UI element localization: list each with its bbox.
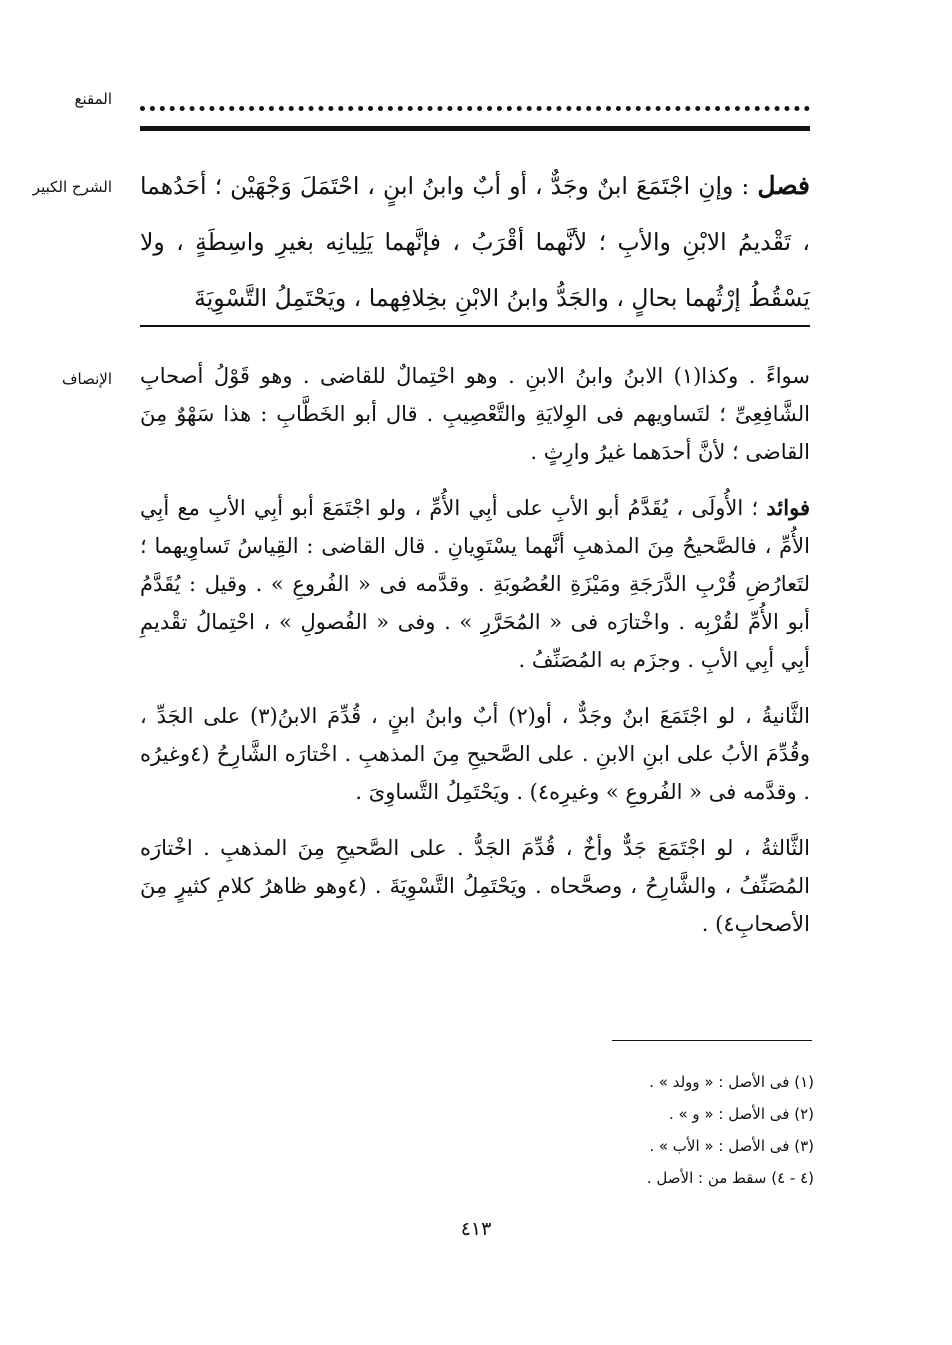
fawaid-keyword: فوائد: [766, 495, 810, 520]
margin-label-insaf: الإنصاف: [61, 370, 112, 388]
insaf-paragraph-2: [140, 489, 810, 679]
page-number: ٤١٣: [460, 1218, 492, 1240]
sharh-body: : وإنِ اجْتَمَعَ ابنٌ وجَدٌّ ، أو أبٌ وابنُ ابنٍ ، احْتَمَلَ وَجْهَيْن ؛ أحَدُهما ، تَقْديمُ الابْنِ والأبِ ؛ لأنَّهما أقْرَبُ ، فإنَّهما يَلِيانِه بغيرِ واسِطَةٍ ، ولا يَسْقُطُ إرْثُهما بحالٍ ، والجَدُّ وابنُ الابْنِ بخِلافِهما ، ويَحْتَمِلُ التَّسْوِيَةَ: [140, 172, 810, 312]
insaf-paragraph-3: الثَّانيةُ ، لو اجْتَمَعَ ابنٌ وجَدٌّ ، أو(٢) أبٌ وابنُ ابنٍ ، قُدِّمَ الابنُ(٣) على الجَدِّ ، وقُدِّمَ الأبُ على ابنِ الابنِ . على الصَّحيحِ مِنَ المذهبِ . اخْتارَه الشَّارِحُ (٤وغيرُه . وقدَّمه فى « الفُروعِ » وغيرِه٤) . ويَحْتَمِلُ التَّساوِىَ .: [140, 704, 810, 804]
insaf-paragraph-4: الثَّالثةُ ، لو اجْتَمَعَ جَدٌّ وأخٌ ، قُدِّمَ الجَدُّ . على الصَّحيحِ مِنَ المذهبِ . اخْتارَه المُصَنِّفُ ، والشَّارِحُ ، وصحَّحاه . ويَحْتَمِلُ التَّسْوِيَةَ . (٤وهو ظاهرُ كلامِ كثيرٍ مِنَ الأصحابِ٤) .: [140, 836, 811, 936]
book-title: المقنع: [74, 90, 112, 108]
footnote-rule: [612, 1040, 812, 1041]
margin-label-sharh: الشرح الكبير: [32, 178, 112, 196]
header-dotted-rule: [140, 92, 810, 111]
footnote-1: (١) فى الأصل : « وولد » .: [649, 1073, 814, 1091]
sharh-text-block: [140, 158, 810, 326]
section-divider: [140, 325, 810, 327]
insaf-paragraph-1: سواءً . وكذا(١) الابنُ وابنُ الابنِ . وهو احْتِمالٌ للقاضى . وهو قَوْلُ أصحابِ الشَّافِعِىِّ ؛ لتَساويهم فى الوِلايَةِ والتَّعْصِيبِ . قال أبو الخَطَّابِ : هذا سَهْوٌ مِنَ القاضى ؛ لأنَّ أحدَهما غيرُ وارِثٍ .: [140, 364, 810, 464]
insaf-paragraph-2-body: ؛ الأُولَى ، يُقَدَّمُ أبو الأبِ على أبِي الأُمِّ ، ولو اجْتَمَعَ أبو أبِي الأبِ مع أبِي الأُمِّ ، فالصَّحيحُ مِنَ المذهبِ أنَّهما يسْتَوِيانِ . قال القاضى : القِياسُ تَساوِيهما ؛ لتَعارُضِ قُرْبِ الدَّرَجَةِ ومَيْزَةِ العُصُوبَةِ . وقدَّمه فى « الفُروعِ » . وقيل : يُقَدَّمُ أبو الأُمِّ لقُرْبِه . واخْتارَه فى « المُحَرَّرِ » . وفى « الفُصولِ » ، احْتِمالُ تقْديمِ أبِي أبِي الأبِ . وجزَم به المُصَنِّفُ .: [140, 496, 810, 672]
footnotes: [560, 1066, 814, 1194]
footnote-3: (٣) فى الأصل : « الأب » .: [649, 1137, 814, 1155]
section-keyword: فصل: [757, 171, 810, 200]
insaf-text-block: [140, 357, 810, 961]
header-thick-rule: [140, 126, 810, 131]
footnote-4: (٤ - ٤) سقط من : الأصل .: [646, 1169, 814, 1187]
footnote-2: (٢) فى الأصل : « و » .: [668, 1105, 814, 1123]
